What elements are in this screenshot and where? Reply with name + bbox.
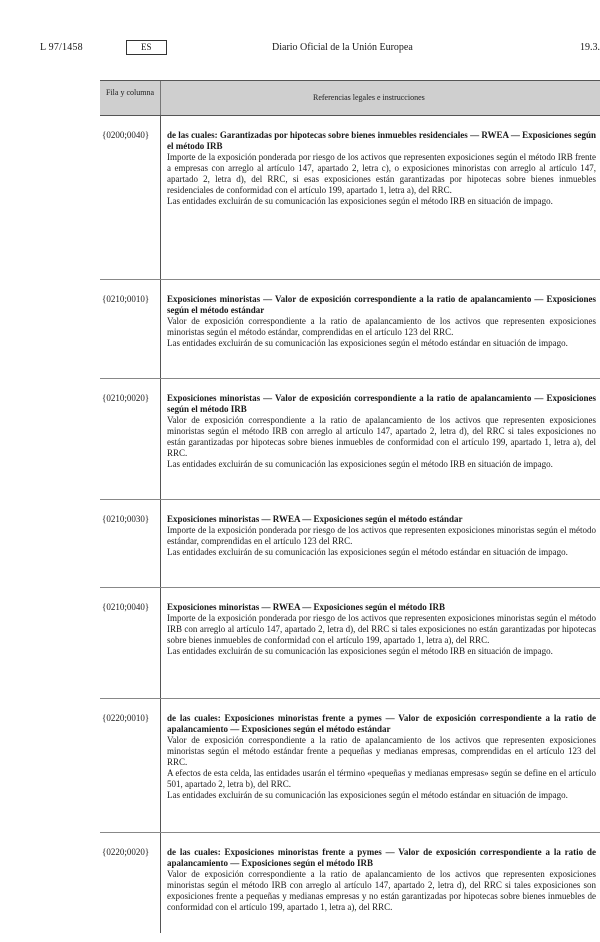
row-text: Las entidades excluirán de su comunicación las exposiciones según el método estándar en situación de impago. <box>167 338 568 348</box>
row-text: Valor de exposición correspondiente a la ratio de apalancamiento de los activos que representen exposiciones minoristas según el método IRB con arreglo al artículo 147, apartado 2, letra d), del RRC si tales exposiciones son exposiciones frente a pequeñas y medianas empresas y no están garantizadas por hipotecas sobre bienes inmuebles de conformidad con el artículo 199, apartado 1, letra a), del RRC. <box>167 869 596 912</box>
row-title: de las cuales: Garantizadas por hipotecas sobre bienes inmuebles residenciales — RWEA — Exposiciones según el método IRB <box>167 130 596 151</box>
row-title: de las cuales: Exposiciones minoristas frente a pymes — Valor de exposición correspondiente a la ratio de apalancamiento — Exposiciones según el método IRB <box>167 847 596 868</box>
table-row <box>100 116 600 280</box>
row-text: Las entidades excluirán de su comunicación las exposiciones según el método IRB en situación de impago. <box>167 196 553 206</box>
row-code: {0210;0020} <box>100 379 161 499</box>
row-text: Valor de exposición correspondiente a la ratio de apalancamiento de los activos que representen exposiciones minoristas según el método IRB con arreglo al artículo 147, apartado 2, letra d), del RRC si tales exposiciones no están garantizadas por hipotecas sobre bienes inmuebles de conformidad con el artículo 199, apartado 1, letra a), del RRC. <box>167 415 596 458</box>
row-code: {0210;0010} <box>100 280 161 378</box>
column-header-row-column: Fila y columna <box>100 81 161 115</box>
row-title: de las cuales: Exposiciones minoristas frente a pymes — Valor de exposición correspondiente a la ratio de apalancamiento — Exposiciones según el método estándar <box>167 713 596 734</box>
table-row <box>100 588 600 699</box>
table-row <box>100 699 600 833</box>
row-text: Las entidades excluirán de su comunicación las exposiciones según el método IRB en situación de impago. <box>167 646 553 656</box>
row-code: {0210;0040} <box>100 588 161 698</box>
row-text: Las entidades excluirán de su comunicación las exposiciones según el método estándar en situación de impago. <box>167 790 568 800</box>
table-row <box>100 379 600 500</box>
row-title: Exposiciones minoristas — Valor de exposición correspondiente a la ratio de apalancamiento — Exposiciones según el método IRB <box>167 393 596 414</box>
row-text: Valor de exposición correspondiente a la ratio de apalancamiento de los activos que representen exposiciones minoristas según el método estándar frente a pequeñas y medianas empresas, comprendidas en el artículo 123 del RRC. <box>167 735 596 767</box>
table-header <box>100 80 600 116</box>
column-header-references: Referencias legales e instrucciones <box>161 81 600 115</box>
row-title: Exposiciones minoristas — Valor de exposición correspondiente a la ratio de apalancamiento — Exposiciones según el método estándar <box>167 294 596 315</box>
row-content <box>161 699 600 832</box>
row-content <box>161 833 600 933</box>
language-badge: ES <box>126 40 167 55</box>
table-row <box>100 833 600 933</box>
row-text: Importe de la exposición ponderada por riesgo de los activos que representen exposiciones minoristas según el método IRB con arreglo al artículo 147, apartado 2, letra d), del RRC si tales exposiciones no están garantizadas por hipotecas sobre bienes inmuebles de conformidad con el artículo 199, apartado 1, letra a), del RRC. <box>167 613 596 645</box>
journal-page-code: L 97/1458 <box>40 42 83 53</box>
row-text: Las entidades excluirán de su comunicación las exposiciones según el método estándar en situación de impago. <box>167 547 568 557</box>
row-text: A efectos de esta celda, las entidades usarán el término «pequeñas y medianas empresas» según se define en el artículo 501, apartado 2, letra b), del RRC. <box>167 768 596 789</box>
row-content <box>161 280 600 378</box>
table-row <box>100 280 600 379</box>
page-header <box>40 40 600 58</box>
row-title: Exposiciones minoristas — RWEA — Exposiciones según el método IRB <box>167 602 445 612</box>
publication-date: 19.3. <box>580 42 600 53</box>
row-code: {0220;0020} <box>100 833 161 933</box>
row-content <box>161 116 600 279</box>
row-text: Las entidades excluirán de su comunicación las exposiciones según el método IRB en situación de impago. <box>167 459 553 469</box>
row-content <box>161 379 600 499</box>
journal-title: Diario Oficial de la Unión Europea <box>272 42 413 53</box>
row-text: Importe de la exposición ponderada por riesgo de los activos que representen exposiciones minoristas según el método estándar, comprendidas en el artículo 123 del RRC. <box>167 525 596 546</box>
row-text: Valor de exposición correspondiente a la ratio de apalancamiento de los activos que representen exposiciones minoristas según el método estándar, comprendidas en el artículo 123 del RRC. <box>167 316 596 337</box>
row-content <box>161 588 600 698</box>
row-title: Exposiciones minoristas — RWEA — Exposiciones según el método estándar <box>167 514 463 524</box>
row-code: {0210;0030} <box>100 500 161 587</box>
table-row <box>100 500 600 588</box>
row-text: Importe de la exposición ponderada por riesgo de los activos que representen exposiciones según el método IRB frente a empresas con arreglo al artículo 147, apartado 2, letra c), o exposiciones minoristas con arreglo al artículo 147, apartado 2, letra d), del RRC, si esas exposiciones están garantizadas por hipotecas sobre bienes inmuebles residenciales de conformidad con el artículo 199, apartado 1, letra a), del RRC. <box>167 152 596 195</box>
row-content <box>161 500 600 587</box>
row-code: {0200;0040} <box>100 116 161 279</box>
instructions-table <box>100 80 600 933</box>
row-code: {0220;0010} <box>100 699 161 832</box>
